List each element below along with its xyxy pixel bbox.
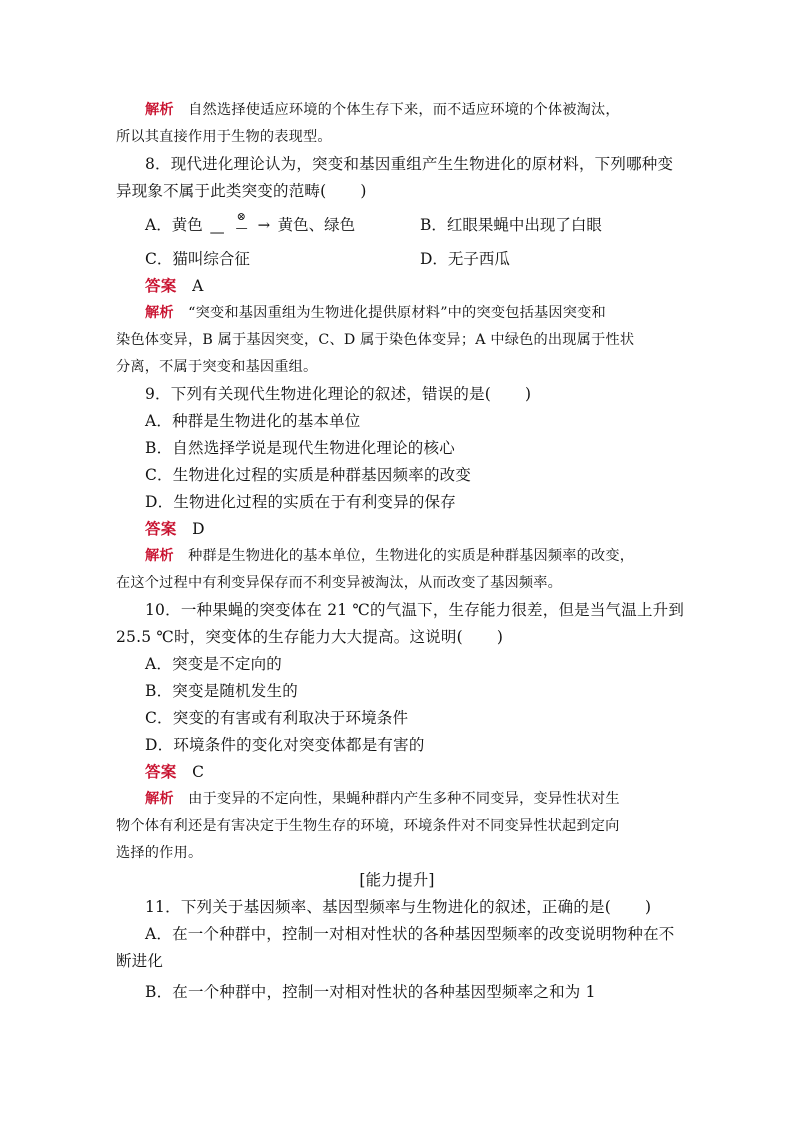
question-9-stem: 9．下列有关现代生物进化理论的叙述，错误的是( ) xyxy=(145,385,532,403)
analysis-label: 解析 xyxy=(145,305,174,321)
analysis-label: 解析 xyxy=(145,791,174,807)
analysis-line xyxy=(145,99,620,121)
analysis-text: 自然选择使适应环境的个体生存下来，而不适应环境的个体被淘汰， xyxy=(188,102,620,118)
option-a: A．在一个种群中，控制一对相对性状的各种基因型频率的改变说明物种在不 xyxy=(145,925,675,943)
option-a-cont: 断进化 xyxy=(116,952,164,970)
analysis-label: 解析 xyxy=(145,102,174,118)
analysis-label: 解析 xyxy=(145,548,174,564)
answer-line xyxy=(145,518,205,540)
analysis-line: 所以其直接作用于生物的表现型。 xyxy=(116,129,332,145)
analysis-line: 染色体变异，B 属于基因突变，C、D 属于染色体变异；A 中绿色的出现属于性状 xyxy=(116,332,635,348)
answer-value: D xyxy=(192,520,205,538)
question-8-stem: 8．现代进化理论认为，突变和基因重组产生生物进化的原材料，下列哪种变 xyxy=(145,155,674,173)
option-d: D．生物进化过程的实质在于有利变异的保存 xyxy=(145,493,456,511)
option-c: C．生物进化过程的实质是种群基因频率的改变 xyxy=(145,466,472,484)
analysis-line: 解析 种群是生物进化的基本单位，生物进化的实质是种群基因频率的改变， xyxy=(145,548,635,564)
analysis-line: 物个体有利还是有害决定于生物生存的环境，环境条件对不同变异性状起到定向 xyxy=(116,818,620,834)
section-heading: [能力提升] xyxy=(359,871,435,889)
answer-label: 答案 xyxy=(145,276,177,295)
option-c: C．猫叫综合征 xyxy=(145,250,250,268)
analysis-line: 解析 “突变和基因重组为生物进化提供原材料”中的突变包括基因突变和 xyxy=(145,305,606,321)
option-b: B．红眼果蝇中出现了白眼 xyxy=(420,216,602,234)
option-d: D．无子西瓜 xyxy=(420,250,510,268)
analysis-line: 分离，不属于突变和基因重组。 xyxy=(116,359,318,375)
cross-arrow-symbol: — ⊗ — → xyxy=(208,214,278,236)
answer-line xyxy=(145,275,204,297)
option-a: A．黄色 — ⊗ — → 黄色、绿色 xyxy=(145,214,355,236)
option-b: B．自然选择学说是现代生物进化理论的核心 xyxy=(145,439,455,457)
option-d: D．环境条件的变化对突变体都是有害的 xyxy=(145,736,425,754)
option-a: A．突变是不定向的 xyxy=(145,655,282,673)
answer-label: 答案 xyxy=(145,519,177,538)
analysis-line: 解析 由于变异的不定向性，果蝇种群内产生多种不同变异，变异性状对生 xyxy=(145,791,620,807)
analysis-line: 选择的作用。 xyxy=(116,845,203,861)
answer-label: 答案 xyxy=(145,762,177,781)
question-10-stem: 10．一种果蝇的突变体在 21 ℃的气温下，生存能力很差，但是当气温上升到 xyxy=(145,601,685,619)
question-8-stem-cont: 异现象不属于此类突变的范畴( ) xyxy=(116,182,367,200)
analysis-line: 在这个过程中有利变异保存而不利变异被淘汰，从而改变了基因频率。 xyxy=(116,575,563,591)
option-a: A．种群是生物进化的基本单位 xyxy=(145,412,361,430)
answer-line xyxy=(145,761,204,783)
answer-value: A xyxy=(192,277,204,295)
question-10-stem-cont: 25.5 ℃时，突变体的生存能力大大提高。这说明( ) xyxy=(116,628,504,646)
option-b: B．在一个种群中，控制一对相对性状的各种基因型频率之和为 1 xyxy=(145,983,596,1001)
option-b: B．突变是随机发生的 xyxy=(145,682,298,700)
answer-value: C xyxy=(192,763,205,781)
cross-icon: ⊗ xyxy=(236,210,246,223)
question-11-stem: 11．下列关于基因频率、基因型频率与生物进化的叙述，正确的是( ) xyxy=(145,898,652,916)
option-c: C．突变的有害或有利取决于环境条件 xyxy=(145,709,409,727)
arrow-right-icon: → xyxy=(257,216,271,234)
